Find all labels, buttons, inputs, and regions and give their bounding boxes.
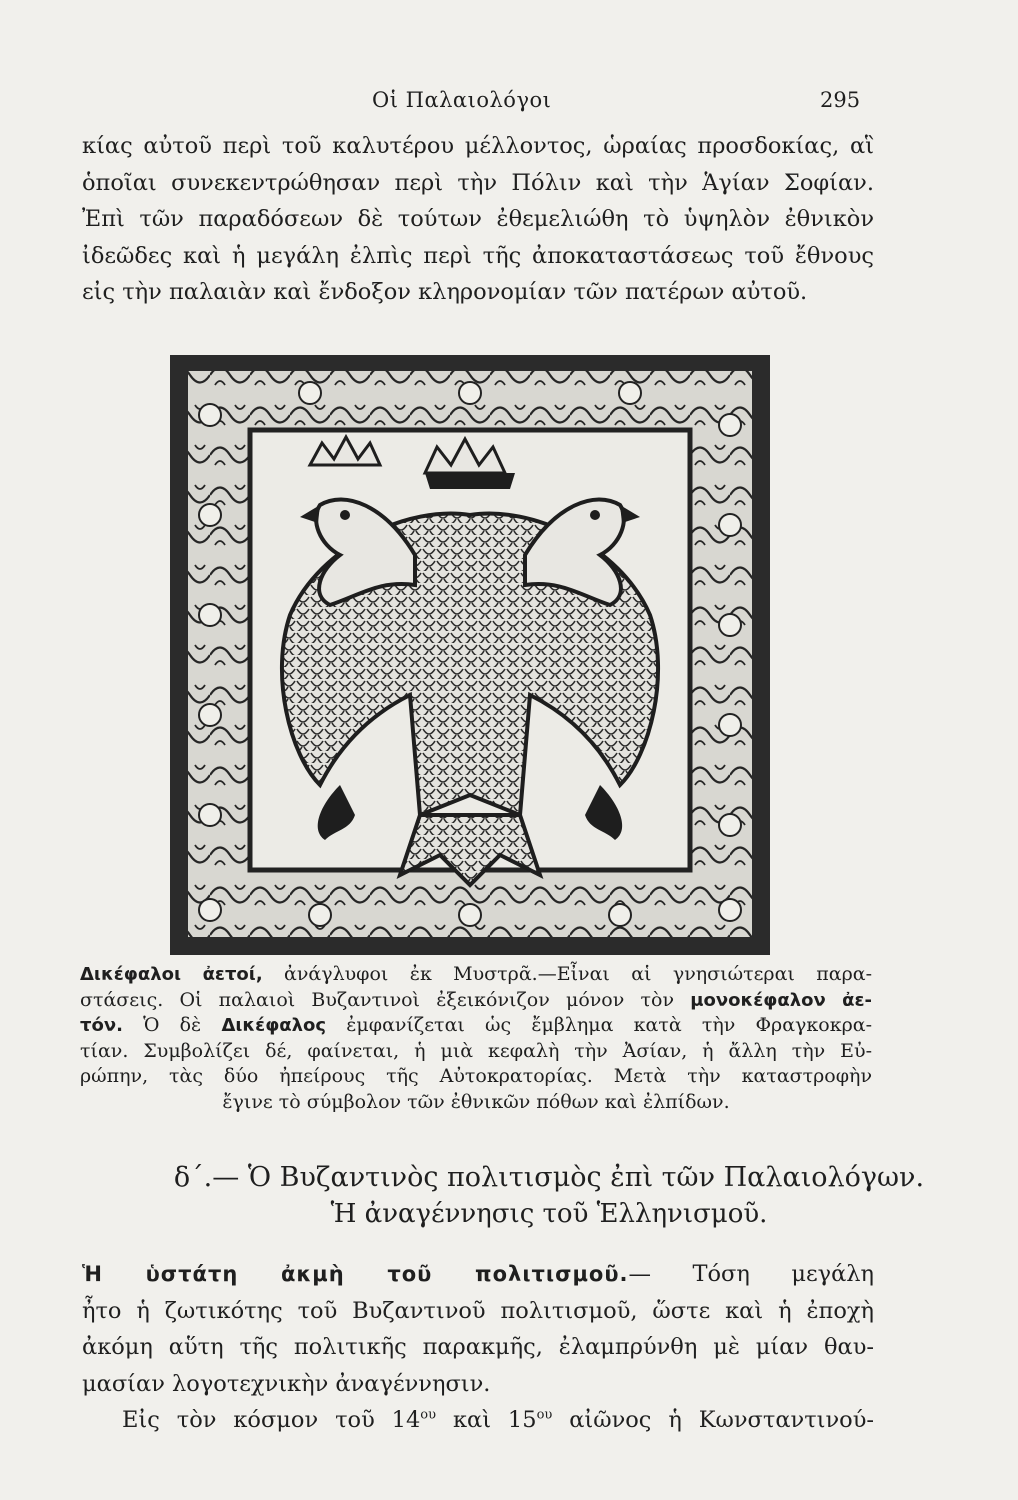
caption-line: τίαν. Συμβολίζει δέ, φαίνεται, ἡ μιὰ κεφαλὴ τὴν Ἀσίαν, ἡ ἄλλη τὴν Εὐ-	[80, 1039, 872, 1062]
caption-text: στάσεις. Οἱ παλαιοὶ Βυζαντινοὶ ἐξεικόνιζον μόνον τὸν	[80, 988, 691, 1011]
caption-emphasis: Δικέφαλος	[221, 1015, 327, 1036]
text-line: ἰδεῶδες καὶ ἡ μεγάλη ἐλπὶς περὶ τῆς ἀποκαταστάσεως τοῦ ἔθνους	[82, 242, 874, 269]
caption-emphasis: τόν.	[80, 1015, 123, 1036]
text-line: Ἐπὶ τῶν παραδόσεων δὲ τούτων ἐθεμελιώθη τὸ ὑψηλὸν ἐθνικὸν	[82, 206, 874, 232]
text-line: ἦτο ἡ ζωτικότης τοῦ Βυζαντινοῦ πολιτισμοῦ, ὥστε καὶ ἡ ἐποχὴ	[82, 1297, 874, 1324]
page-number: 295	[820, 88, 861, 112]
caption-emphasis: μονοκέφαλον ἀε-	[690, 989, 872, 1011]
ordinal-suffix: ου	[536, 1407, 553, 1423]
text-line: κίας αὐτοῦ περὶ τοῦ καλυτέρου μέλλοντος, ὡραίας προσδοκίας, αἳ	[82, 133, 874, 159]
paragraph-culture	[82, 1256, 874, 1439]
running-head	[0, 88, 1018, 118]
text-run: καὶ 15	[436, 1407, 537, 1433]
caption-lead: Δικέφαλοι ἀετοί,	[80, 964, 263, 985]
running-head-title: Οἱ Παλαιολόγοι	[372, 88, 552, 112]
caption-text: ἀνάγλυφοι ἐκ Μυστρᾶ.—Εἶναι αἱ γνησιώτεραι παρα-	[262, 963, 872, 985]
caption-text: ἐμφανίζεται ὡς ἔμβλημα κατὰ τὴν Φραγκοκρα-	[326, 1014, 872, 1036]
ordinal-suffix: ου	[420, 1407, 437, 1423]
caption-line: ρώπην, τὰς δύο ἠπείρους τῆς Αὐτοκρατορίας. Μετὰ τὴν καταστροφὴν	[80, 1065, 872, 1087]
text-run: αἰῶνος ἡ Κωνσταντινού-	[552, 1407, 875, 1433]
caption-line	[80, 1013, 872, 1039]
text-run: — Τόση μεγάλη	[628, 1261, 875, 1287]
section-heading: δ΄.— Ὁ Βυζαντινὸς πολιτισμὸς ἐπὶ τῶν Παλαιολόγων.	[173, 1162, 925, 1193]
caption-line: ἔγινε τὸ σύμβολον τῶν ἐθνικῶν πόθων καὶ ἐλπίδων.	[222, 1090, 730, 1113]
text-line	[82, 1402, 874, 1439]
caption-line	[80, 962, 872, 988]
caption-line	[80, 988, 872, 1014]
figure-caption	[80, 962, 872, 1115]
text-run: Εἰς τὸν κόσμον τοῦ 14	[122, 1407, 421, 1433]
caption-text: Ὁ δὲ	[122, 1014, 222, 1036]
section-subheading: Ἡ ἀναγέννησις τοῦ Ἑλληνισμοῦ.	[330, 1199, 768, 1229]
text-line: εἰς τὴν παλαιὰν καὶ ἔνδοξον κληρονομίαν τῶν πατέρων αὐτοῦ.	[82, 279, 808, 305]
text-line: μασίαν λογοτεχνικὴν ἀναγέννησιν.	[82, 1370, 491, 1397]
paragraph-intro	[82, 128, 874, 311]
text-line: ὁποῖαι συνεκεντρώθησαν περὶ τὴν Πόλιν καὶ τὴν Ἁγίαν Σοφίαν.	[82, 169, 874, 196]
paragraph-lead: Ἡ ὑστάτη ἀκμὴ τοῦ πολιτισμοῦ.	[82, 1262, 629, 1286]
double-headed-eagle-relief-illustration	[170, 355, 770, 955]
text-line	[82, 1256, 874, 1293]
text-line: ἀκόμη αὕτη τῆς πολιτικῆς παρακμῆς, ἐλαμπρύνθη μὲ μίαν θαυ-	[82, 1334, 874, 1360]
